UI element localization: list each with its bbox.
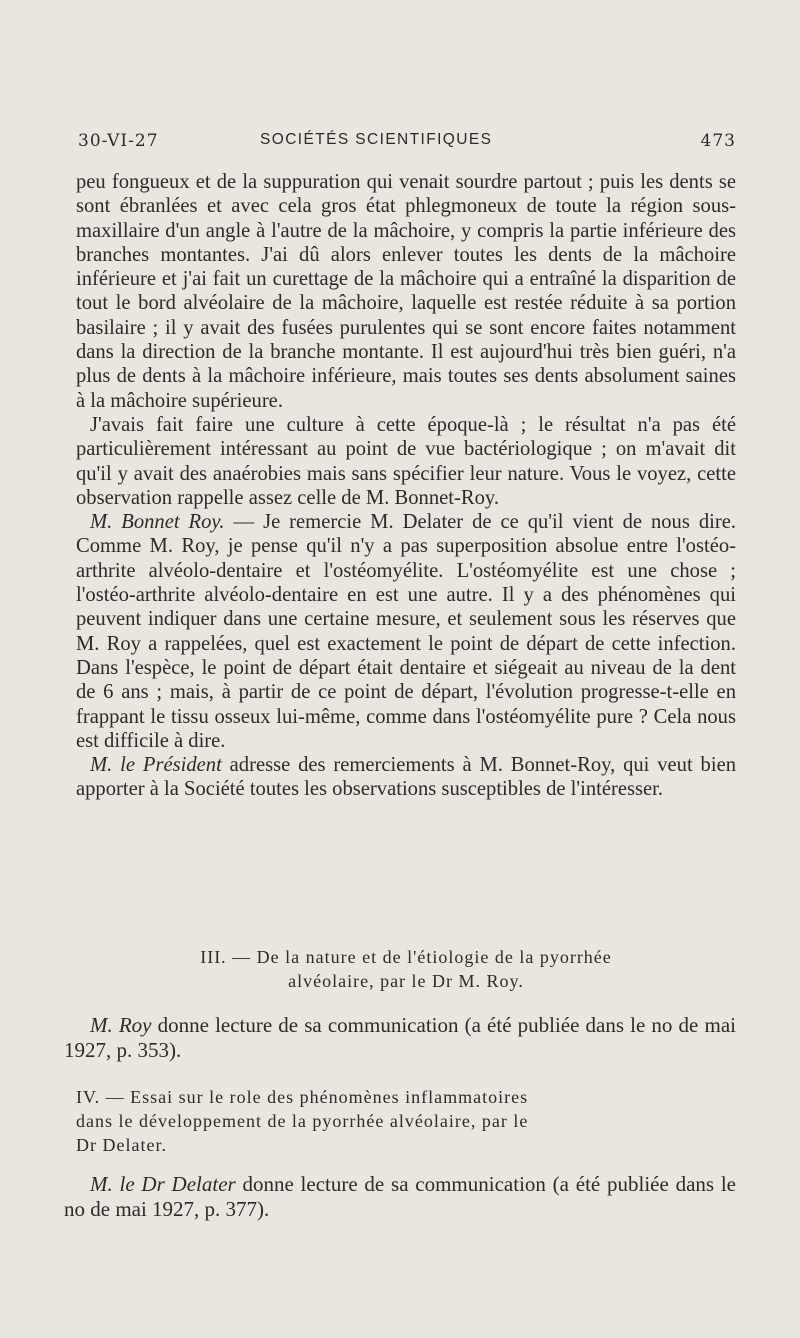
speaker-roy: M. Roy <box>90 1013 152 1037</box>
paragraph-2: J'avais fait faire une culture à cette époque-là ; le résultat n'a pas été particulièrement intéressant au point de vue bactériologique ; on m'avait dit qu'il y avait des anaérobies mais sans spécifier leur nature. Vous le voyez, cette observation rappelle assez celle de M. Bonnet-Roy. <box>76 413 736 509</box>
section-3-heading-line-1: III. — De la nature et de l'étiologie de la pyorrhée <box>200 947 612 967</box>
paragraph-3-text: — Je remercie M. Delater de ce qu'il vient de nous dire. Comme M. Roy, je pense qu'il n'y a pas superposition absolue entre l'ostéo-arthrite alvéolo-dentaire et l'ostéomyélite. L'ostéomyélite est une chose ; l'ostéo-arthrite alvéolo-dentaire en est une autre. Il y a des phénomènes qui peuvent indiquer dans une certaine mesure, et seulement sous les réserves que M. Roy a rappelées, quel est exactement le point de départ de cette infection. Dans l'espèce, le point de départ était dentaire et siégeait au niveau de la dent de 6 ans ; mais, à partir de ce point de départ, l'évolution progresse-t-elle en frappant le tissu osseux lui-même, comme dans l'ostéomyélite pure ? Cela nous est difficile à dire. <box>76 511 736 752</box>
paragraph-1: peu fongueux et de la suppuration qui venait sourdre partout ; puis les dents se sont ébranlées et avec cela gros état phlegmoneux de toute la région sous-maxillaire d'un angle à l'autre de la mâchoire, y compris la partie inférieure des branches montantes. J'ai dû alors enlever toutes les dents de la mâchoire inférieure et j'ai fait un curettage de la mâchoire qui a entraîné la disparition de tout le bord alvéolaire de la mâchoire, laquelle est restée réduite à sa portion basilaire ; il y avait des fusées purulentes qui se sont encore faites notamment dans la direction de la branche montante. Il est aujourd'hui très bien guéri, n'a plus de dents à la mâchoire inférieure, mais toutes ses dents absolument saines à la mâchoire supérieure. <box>76 171 736 412</box>
paragraph-3 <box>76 510 736 753</box>
body-text <box>76 170 736 802</box>
section-3-text: donne lecture de sa communication (a été publiée dans le no de mai 1927, p. 353). <box>64 1013 736 1062</box>
page-number: 473 <box>700 131 736 151</box>
section-3-heading-line-2: alvéolaire, par le Dr M. Roy. <box>288 971 524 991</box>
paragraph-4 <box>76 753 736 802</box>
section-4-heading <box>76 1085 736 1157</box>
running-head <box>78 131 736 157</box>
section-3-heading <box>76 945 736 993</box>
section-4-heading-line-3: Dr Delater. <box>76 1135 167 1155</box>
section-4-text: donne lecture de sa communication (a été publiée dans le no de mai 1927, p. 377). <box>64 1172 736 1221</box>
speaker-bonnet-roy: M. Bonnet Roy. <box>90 511 225 534</box>
section-4-heading-line-1: IV. — Essai sur le role des phénomènes inflammatoires <box>76 1087 529 1107</box>
section-4-heading-line-2: dans le développement de la pyorrhée alvéolaire, par le <box>76 1111 529 1131</box>
section-3-paragraph <box>64 1013 736 1063</box>
speaker-delater: M. le Dr Delater <box>90 1172 236 1196</box>
running-head-title: SOCIÉTÉS SCIENTIFIQUES <box>260 131 493 148</box>
paragraph-4-text: adresse des remerciements à M. Bonnet-Roy, qui veut bien apporter à la Société toutes les observations susceptibles de l'intéresser. <box>76 754 737 801</box>
running-head-date: 30-VI-27 <box>78 131 159 151</box>
section-4-paragraph <box>64 1172 736 1222</box>
speaker-president: M. le Président <box>90 754 222 777</box>
